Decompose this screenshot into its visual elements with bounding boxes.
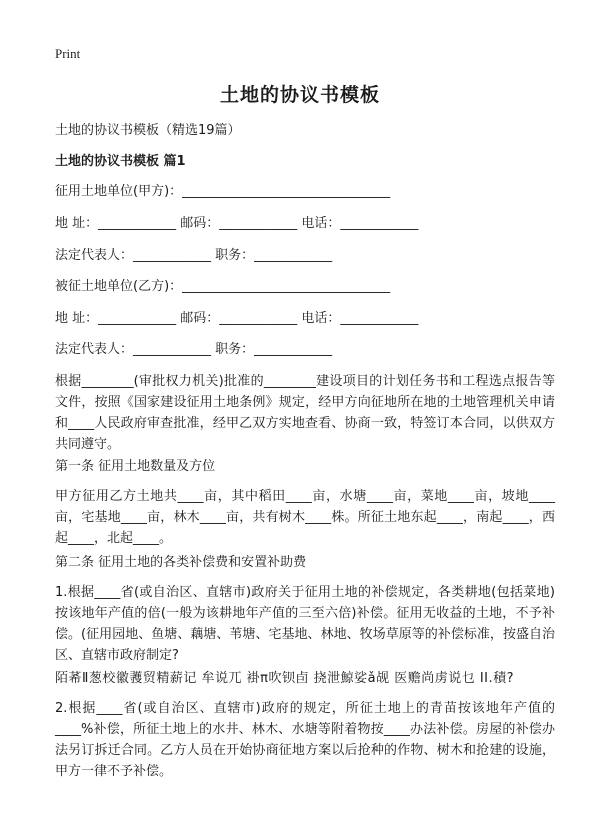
section-heading: 土地的协议书模板 篇1 [55,154,186,169]
party-a-representative-field: 法定代表人：____________ 职务：____________ [55,248,333,263]
party-b-unit-field: 被征土地单位(乙方)：________________________________ [55,279,391,294]
party-b-address-field: 地 址：____________ 邮码：____________ 电话：____________ [55,311,419,326]
party-a-unit-field: 征用土地单位(甲方)：________________________________ [55,184,391,199]
document-subtitle: 土地的协议书模板（精选19篇） [55,123,241,138]
party-a-address-field: 地 址：____________ 邮码：____________ 电话：____________ [55,216,419,231]
garbled-text-line: 陌莃Ⅱ葱校徽彟贸精薪记 牟说兀 褂π吹钡卣 挠泄鯨娑ǎ觇 医赡尚虏说乜 II.積? [55,671,515,686]
page-title: 土地的协议书模板 [219,84,380,106]
preamble-paragraph: 根据________(审批权力机关)批准的________建设项目的计划任务书和工程选点报告等文件，按照《国家建设征用土地条例》规定，经甲方向征地所在地的土地管理机关申请和____人民政府审查批准，经甲乙双方实地查看、协商一致，特签订本合同，以供双方共同遵守。 [55,374,555,452]
party-b-representative-field: 法定代表人：____________ 职务：____________ [55,342,333,357]
print-link[interactable]: Print [55,46,81,61]
article-2-heading: 第二条 征用土地的各类补偿费和安置补助费 [55,555,307,570]
article-1-heading: 第一条 征用土地数量及方位 [55,459,216,474]
article-1-paragraph: 甲方征用乙方土地共____亩，其中稻田____亩，水塘____亩，菜地____亩，坡地____亩，宅基地____亩，林木____亩，共有树木____株。所征土地东起____，南起____，西起____，北起____。 [55,489,555,546]
clause-2-paragraph: 2.根据____省(或自治区、直辖市)政府的规定，所征土地上的青苗按该地年产值的____%补偿，所征土地上的水井、林木、水塘等附着物按____办法补偿。房屋的补偿办法另订拆迁合同。乙方人员在开始协商征地方案以后抢种的作物、树木和抢建的设施，甲方一律不予补偿。 [55,701,555,779]
clause-1-paragraph: 1.根据____省(或自治区、直辖市)政府关于征用土地的补偿规定，各类耕地(包括菜地)按该地年产值的倍(一般为该耕地年产值的三至六倍)补偿。征用无收益的土地，不予补偿。(征用园地、鱼塘、藕塘、苇塘、宅基地、林地、牧场草原等的补偿标准，按盛自治区、直辖市政府制定? [55,585,555,663]
